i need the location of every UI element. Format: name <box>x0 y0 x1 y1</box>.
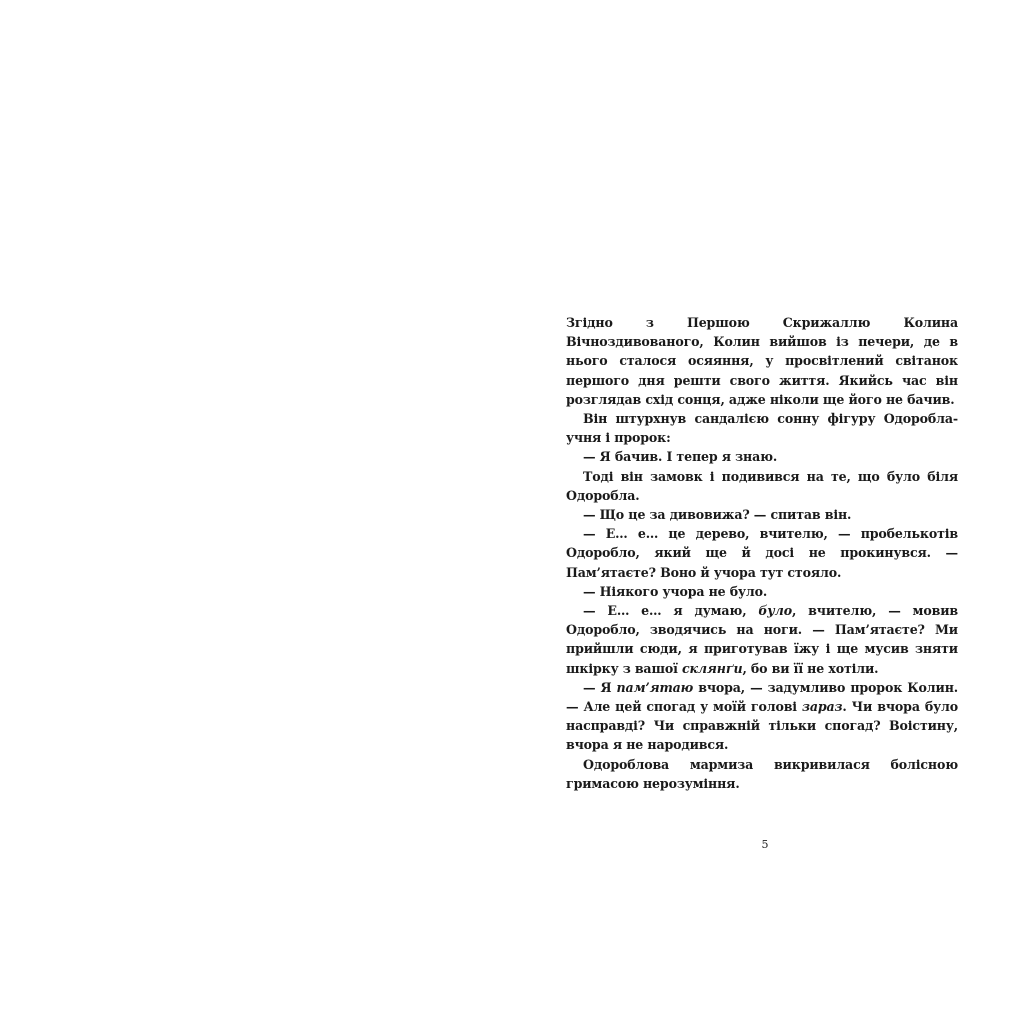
paragraph: Згідно з Першою Скрижаллю Колина Вічноздивованого, Колин вийшов із печери, де в нього сталося осяяння, у просвітлений світанок першого дня решти свого життя. Якийсь час він розглядав схід сонця, адже ніколи ще його не бачив. <box>566 315 958 407</box>
italic-emphasis: зараз <box>801 699 843 715</box>
italic-emphasis: було <box>758 603 793 619</box>
paragraph: — Е… е… я думаю, було, вчителю, — мовив Одоробло, зводячись на ноги. — Пам’ятаєте? Ми прийшли сюди, я приготував їжу і ще мусив зняти шкірку з вашої склянґи, бо ви її не хотіли. <box>566 603 958 676</box>
page-text-block <box>566 313 958 793</box>
paragraph: Тоді він замовк і подивився на те, що було біля Одоробла. <box>566 468 958 503</box>
paragraph: — Що це за дивовижа? — спитав він. <box>583 507 852 523</box>
paragraph: Він штурхнув сандалією сонну фігуру Одоробла-учня і пророк: <box>566 411 958 446</box>
paragraph: — Ніякого учора не було. <box>583 583 768 599</box>
paragraph: — Я пам’ятаю вчора, — задумливо пророк Колин. — Але цей спогад у моїй голові зараз. Чи вчора було насправді? Чи справжній тільки спогад? Воістину, вчора я не народився. <box>566 679 958 753</box>
paragraph: — Я бачив. І тепер я знаю. <box>583 449 778 465</box>
page-number: 5 <box>761 838 769 851</box>
italic-emphasis: склянґи <box>681 660 743 676</box>
italic-emphasis: пам’ятаю <box>616 679 694 695</box>
paragraph: Одороблова мармиза викривилася болісною гримасою нерозуміння. <box>566 756 958 791</box>
paragraph: — Е… е… це дерево, вчителю, — пробелькотів Одоробло, який ще й досі не прокинувся. — Пам’ятаєте? Воно й учора тут стояло. <box>566 526 958 580</box>
